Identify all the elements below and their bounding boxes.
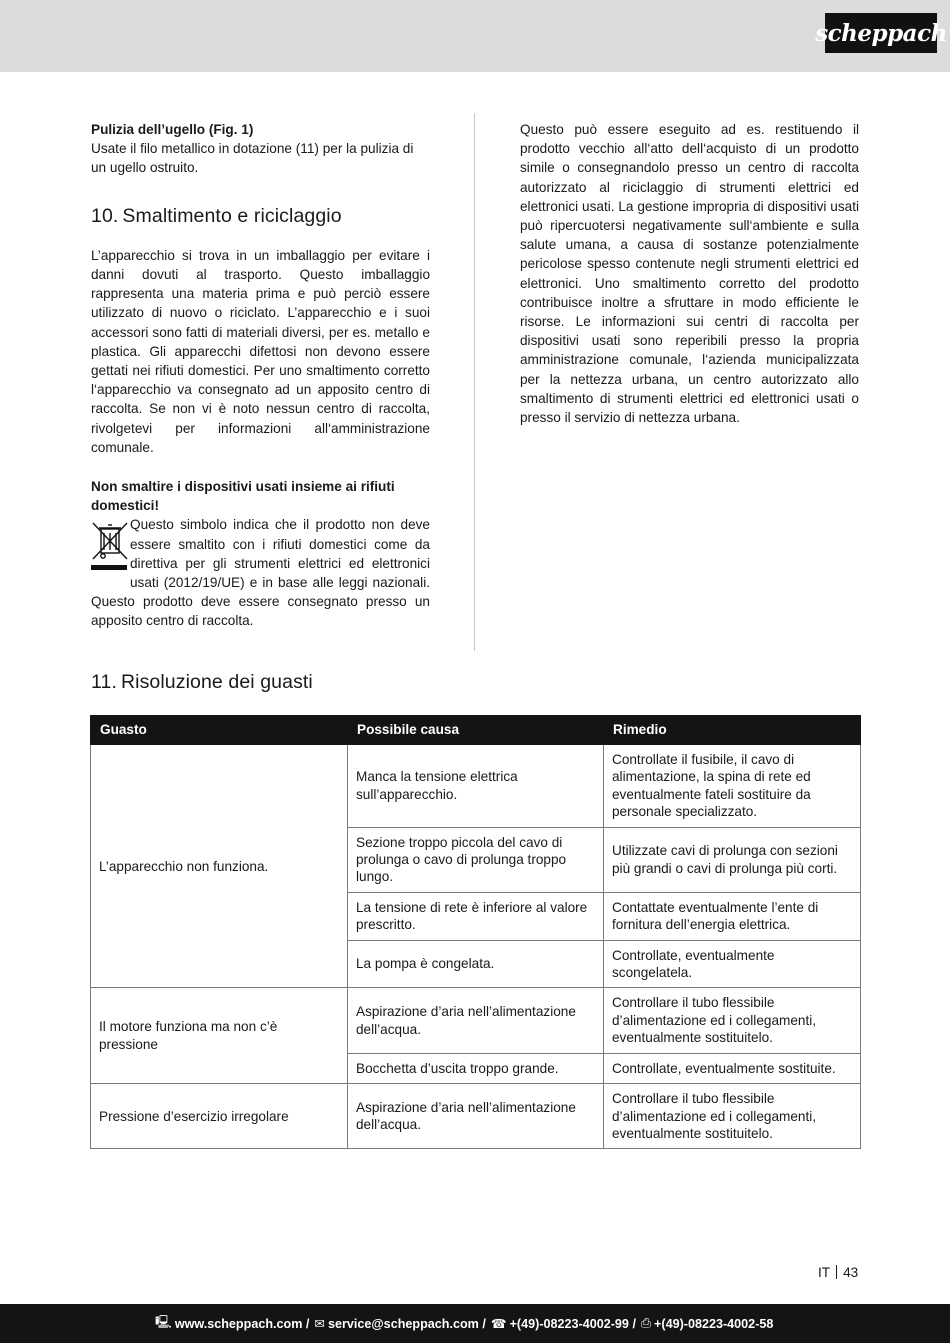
remedy-cell: Contattate eventualmente l’ente di fornitura dell’energia elettrica. xyxy=(604,892,861,940)
cause-cell: Manca la tensione elettrica sull’apparecchio. xyxy=(348,745,604,828)
troubleshooting-table-wrap xyxy=(90,715,860,1149)
disposal-text: L’apparecchio si trova in un imballaggio per evitare i danni dovuti al trasporto. Questo imballaggio rappresenta una materia prima e può perciò essere utilizzato di nuovo o riciclato. L’apparecchio e i suoi accessori sono fatti di materiali diversi, per es. metallo e plastica. Gli apparecchi difettosi non devono essere gettati nei rifiuti domestici. Per uno smaltimento corretto l‘apparecchio va consegnato ad un apposito centro di raccolta. Se non vi è noto nessun centro di raccolta, rivolgetevi per informazioni all‘amministrazione comunale. xyxy=(91,247,430,455)
remedy-cell: Controllare il tubo flessibile d’alimentazione ed i collegamenti, eventualmente sostituitelo. xyxy=(604,988,861,1053)
section-10-heading xyxy=(91,204,430,227)
remedy-cell: Utilizzate cavi di prolunga con sezioni più grandi o cavi di prolunga più corti. xyxy=(604,827,861,892)
telephone-icon: ☎ xyxy=(490,1317,507,1331)
table-row xyxy=(91,1084,861,1149)
page-number xyxy=(818,1265,858,1280)
left-column xyxy=(91,120,430,631)
troubleshooting-table xyxy=(90,715,861,1149)
email-link[interactable]: service@scheppach.com / xyxy=(327,1316,486,1331)
header-band xyxy=(0,0,950,72)
fault-cell: L’apparecchio non funziona. xyxy=(91,745,348,988)
phone-number: +(49)-08223-4002-99 / xyxy=(509,1316,636,1331)
section-11-title: Risoluzione dei guasti xyxy=(120,671,313,693)
cause-cell: La pompa è congelata. xyxy=(348,940,604,988)
right-column xyxy=(520,120,859,427)
weee-block xyxy=(91,515,430,630)
remedy-cell: Controllate, eventualmente scongelatela. xyxy=(604,940,861,988)
website-link[interactable]: www.scheppach.com / xyxy=(174,1316,310,1331)
table-row xyxy=(91,988,861,1053)
crossed-out-wheelie-bin-icon xyxy=(91,517,129,579)
nozzle-cleaning-heading: Pulizia dell’ugello (Fig. 1) xyxy=(91,122,254,137)
section-11-number: 11. xyxy=(91,671,117,693)
footer-contact-bar xyxy=(0,1304,950,1343)
fax-icon: ⎙ xyxy=(640,1316,652,1330)
cause-cell: Aspirazione d’aria nell’alimentazione dell’acqua. xyxy=(348,988,604,1053)
cause-cell: La tensione di rete è inferiore al valore prescritto. xyxy=(348,892,604,940)
section-11-heading xyxy=(91,671,313,694)
page-num: 43 xyxy=(843,1265,859,1280)
disposal-text-continued: Questo può essere eseguito ad es. restituendo il prodotto vecchio all‘atto dell‘acquisto di un prodotto simile o consegnandolo presso un centro di raccolta autorizzato al riciclaggio di strumenti elettrici ed elettronici usati. La gestione impropria di dispositivi usati può ripercuotersi negativamente sull‘ambiente e sulla salute umana, a causa di sostanze potenzialmente pericolose spesso contenute negli strumenti elettrici ed elettronici. Uno smaltimento corretto del prodotto contribuisce inoltre a sfruttare in modo efficiente le risorse. Le informazioni sui centri di raccolta per dispositivi usati sono reperibili presso la propria amministrazione comunale, l‘azienda municipalizzata per la nettezza urbana, un centro autorizzato allo smaltimento di strumenti elettrici ed elettronici usati o presso il servizio di nettezza urbana. xyxy=(520,122,859,426)
weee-heading: Non smaltire i dispositivi usati insieme ai rifiuti domestici! xyxy=(91,479,395,514)
computer-icon: 🖳︎ xyxy=(155,1315,172,1329)
remedy-cell: Controllate il fusibile, il cavo di alimentazione, la spina di rete ed eventualmente fateli sostituire da personale specializzato. xyxy=(604,745,861,828)
header-fault: Guasto xyxy=(91,716,348,745)
table-row xyxy=(91,745,861,828)
remedy-cell: Controllate, eventualmente sostituite. xyxy=(604,1053,861,1083)
header-cause: Possibile causa xyxy=(348,716,604,745)
table-header-row xyxy=(91,716,861,745)
section-10-number: 10. xyxy=(91,204,119,227)
fax-number: +(49)-08223-4002-58 xyxy=(654,1316,774,1331)
cause-cell: Aspirazione d’aria nell’alimentazione dell’acqua. xyxy=(348,1084,604,1149)
weee-text: Questo simbolo indica che il prodotto non deve essere smaltito con i rifiuti domestici come da direttiva per gli strumenti elettrici ed elettronici usati (2012/19/UE) e in base alle leggi nazionali. Questo prodotto deve essere consegnato presso un apposito centro di raccolta. xyxy=(91,517,430,629)
language-code: IT xyxy=(818,1265,831,1280)
page-separator xyxy=(836,1265,837,1279)
brand-logo: scheppach xyxy=(825,13,937,53)
column-divider xyxy=(474,113,475,651)
header-remedy: Rimedio xyxy=(604,716,861,745)
fault-cell: Il motore funziona ma non c’è pressione xyxy=(91,988,348,1084)
cause-cell: Bocchetta d’uscita troppo grande. xyxy=(348,1053,604,1083)
envelope-icon: ✉︎ xyxy=(314,1317,325,1331)
cause-cell: Sezione troppo piccola del cavo di prolunga o cavo di prolunga troppo lungo. xyxy=(348,827,604,892)
nozzle-cleaning-text: Usate il filo metallico in dotazione (11) per la pulizia di un ugello ostruito. xyxy=(91,141,414,176)
fault-cell: Pressione d’esercizio irregolare xyxy=(91,1084,348,1149)
section-10-title: Smaltimento e riciclaggio xyxy=(122,204,342,227)
remedy-cell: Controllare il tubo flessibile d’alimentazione ed i collegamenti, eventualmente sostituitelo. xyxy=(604,1084,861,1149)
